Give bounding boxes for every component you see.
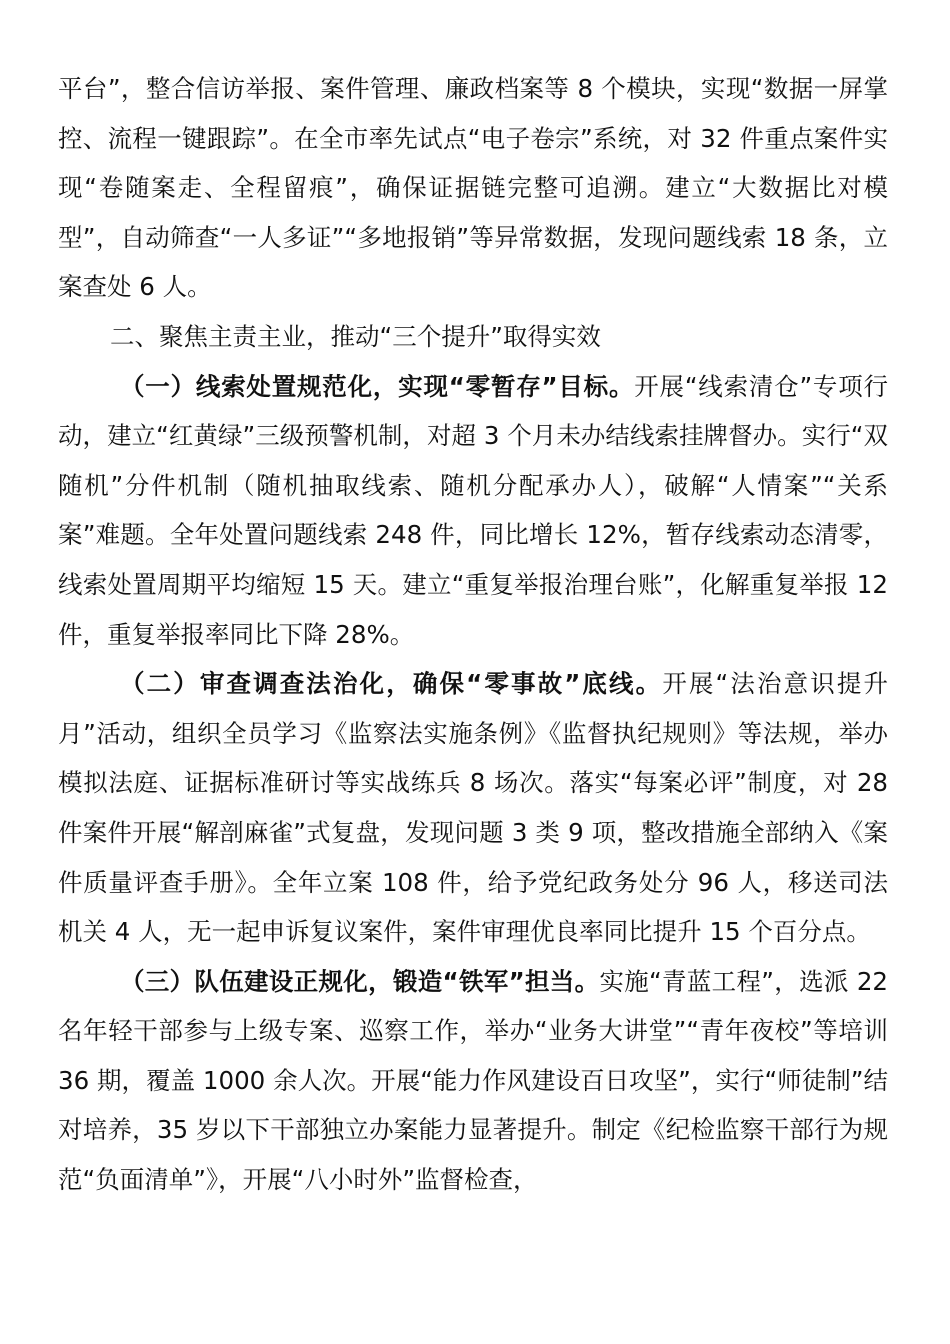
item-3-body: 实施“青蓝工程”，选派 22 名年轻干部参与上级专案、巡察工作，举办“业务大讲堂”“青年夜校”等培训 36 期，覆盖 1000 余人次。开展“能力作风建设百日攻坚”，实行“师徒制”结对培养，35 岁以下干部独立办案能力显著提升。制定《纪检监察干部行为规范“负面清单”》，开展“八小时外”监督检查， [58, 966, 888, 1195]
item-2-paragraph [58, 659, 888, 957]
item-2-heading: （二）审查调查法治化，确保“零事故”底线。 [120, 669, 663, 699]
item-1-body: 开展“线索清仓”专项行动，建立“红黄绿”三级预警机制，对超 3 个月未办结线索挂牌督办。实行“双随机”分件机制（随机抽取线索、随机分配承办人），破解“人情案”“关系案”难题。全年处置问题线索 248 件，同比增长 12%，暂存线索动态清零，线索处置周期平均缩短 15 天。建立“重复举报治理台账”，化解重复举报 12 件，重复举报率同比下降 28%。 [58, 371, 889, 649]
item-3-heading: （三）队伍建设正规化，锻造“铁军”担当。 [120, 966, 600, 996]
section-heading: 二、聚焦主责主业，推动“三个提升”取得实效 [110, 321, 601, 351]
item-3-paragraph [58, 957, 888, 1205]
item-2-body: 开展“法治意识提升月”活动，组织全员学习《监察法实施条例》《监督执纪规则》等法规，举办模拟法庭、证据标准研讨等实战练兵 8 场次。落实“每案必评”制度，对 28 件案件开展“解剖麻雀”式复盘，发现问题 3 类 9 项，整改措施全部纳入《案件质量评查手册》。全年立案 108 件，给予党纪政务处分 96 人，移送司法机关 4 人，无一起申诉复议案件，案件审理优良率同比提升 15 个百分点。 [58, 669, 888, 947]
item-1-heading: （一）线索处置规范化，实现“零暂存”目标。 [120, 371, 635, 401]
document-page [58, 64, 888, 1205]
paragraph-continued: 平台”，整合信访举报、案件管理、廉政档案等 8 个模块，实现“数据一屏掌控、流程一键跟踪”。在全市率先试点“电子卷宗”系统，对 32 件重点案件实现“卷随案走、全程留痕”，确保证据链完整可追溯。建立“大数据比对模型”，自动筛查“一人多证”“多地报销”等异常数据，发现问题线索 18 条，立案查处 6 人。 [58, 74, 888, 302]
item-1-paragraph [58, 362, 888, 660]
